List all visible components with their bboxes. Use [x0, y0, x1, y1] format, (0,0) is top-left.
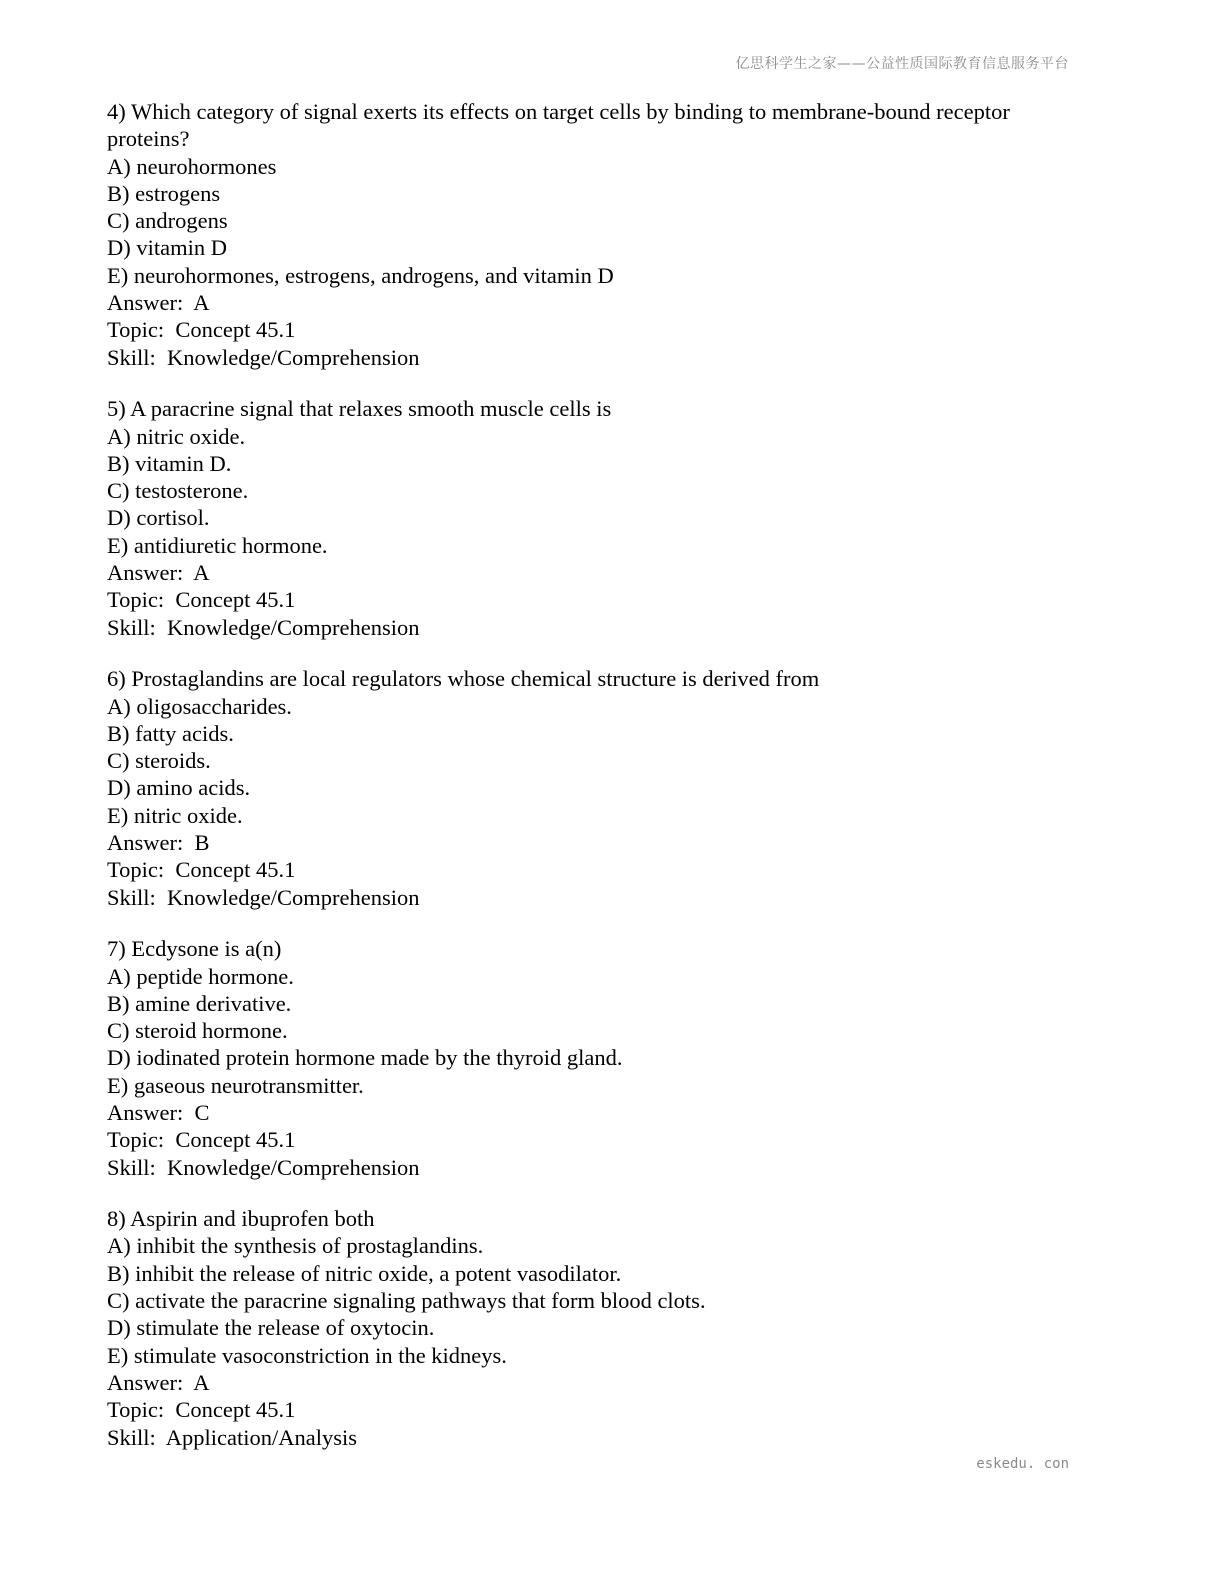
option-c: C) steroid hormone.	[107, 1018, 288, 1044]
question-list	[107, 98, 1072, 1475]
answer-line: Answer: C	[107, 1099, 210, 1125]
option-c: C) androgens	[107, 208, 228, 234]
question-stem: 4) Which category of signal exerts its effects on target cells by binding to membrane-bound receptor proteins?	[107, 99, 1016, 152]
option-b: B) vitamin D.	[107, 450, 232, 476]
topic-line: Topic: Concept 45.1	[107, 587, 296, 613]
option-c: C) activate the paracrine signaling pathways that form blood clots.	[107, 1288, 706, 1314]
page-footer-watermark: eskedu. con	[976, 1456, 1069, 1472]
option-e: E) neurohormones, estrogens, androgens, and vitamin D	[107, 262, 614, 288]
skill-line: Skill: Application/Analysis	[107, 1424, 358, 1450]
option-d: D) iodinated protein hormone made by the thyroid gland.	[107, 1045, 623, 1071]
option-d: D) cortisol.	[107, 505, 210, 531]
question-block-7	[107, 935, 1072, 1181]
option-e: E) antidiuretic hormone.	[107, 532, 328, 558]
option-a: A) oligosaccharides.	[107, 693, 292, 719]
option-b: B) fatty acids.	[107, 720, 234, 746]
option-a: A) inhibit the synthesis of prostaglandins.	[107, 1233, 484, 1259]
option-e: E) gaseous neurotransmitter.	[107, 1072, 364, 1098]
page-header-watermark: 亿思科学生之家——公益性质国际教育信息服务平台	[735, 56, 1069, 72]
option-a: A) peptide hormone.	[107, 963, 294, 989]
answer-line: Answer: A	[107, 560, 210, 586]
option-c: C) testosterone.	[107, 478, 249, 504]
question-stem: 6) Prostaglandins are local regulators whose chemical structure is derived from	[107, 666, 820, 692]
option-e: E) stimulate vasoconstriction in the kidneys.	[107, 1342, 507, 1368]
answer-line: Answer: A	[107, 1369, 210, 1395]
option-a: A) nitric oxide.	[107, 423, 246, 449]
skill-line: Skill: Knowledge/Comprehension	[107, 344, 420, 370]
option-d: D) vitamin D	[107, 235, 227, 261]
option-b: B) estrogens	[107, 180, 221, 206]
answer-line: Answer: B	[107, 830, 210, 856]
option-c: C) steroids.	[107, 748, 211, 774]
question-stem: 7) Ecdysone is a(n)	[107, 936, 282, 962]
topic-line: Topic: Concept 45.1	[107, 1127, 296, 1153]
answer-line: Answer: A	[107, 290, 210, 316]
option-b: B) inhibit the release of nitric oxide, a potent vasodilator.	[107, 1260, 622, 1286]
question-block-8	[107, 1205, 1072, 1451]
skill-line: Skill: Knowledge/Comprehension	[107, 1154, 420, 1180]
option-a: A) neurohormones	[107, 153, 277, 179]
option-e: E) nitric oxide.	[107, 802, 243, 828]
skill-line: Skill: Knowledge/Comprehension	[107, 884, 420, 910]
option-d: D) amino acids.	[107, 775, 251, 801]
topic-line: Topic: Concept 45.1	[107, 1397, 296, 1423]
question-block-6	[107, 665, 1072, 911]
skill-line: Skill: Knowledge/Comprehension	[107, 614, 420, 640]
question-stem: 5) A paracrine signal that relaxes smooth muscle cells is	[107, 396, 612, 422]
option-b: B) amine derivative.	[107, 990, 292, 1016]
topic-line: Topic: Concept 45.1	[107, 857, 296, 883]
question-stem: 8) Aspirin and ibuprofen both	[107, 1206, 375, 1232]
question-block-4	[107, 98, 1072, 371]
option-d: D) stimulate the release of oxytocin.	[107, 1315, 435, 1341]
question-block-5	[107, 395, 1072, 641]
topic-line: Topic: Concept 45.1	[107, 317, 296, 343]
